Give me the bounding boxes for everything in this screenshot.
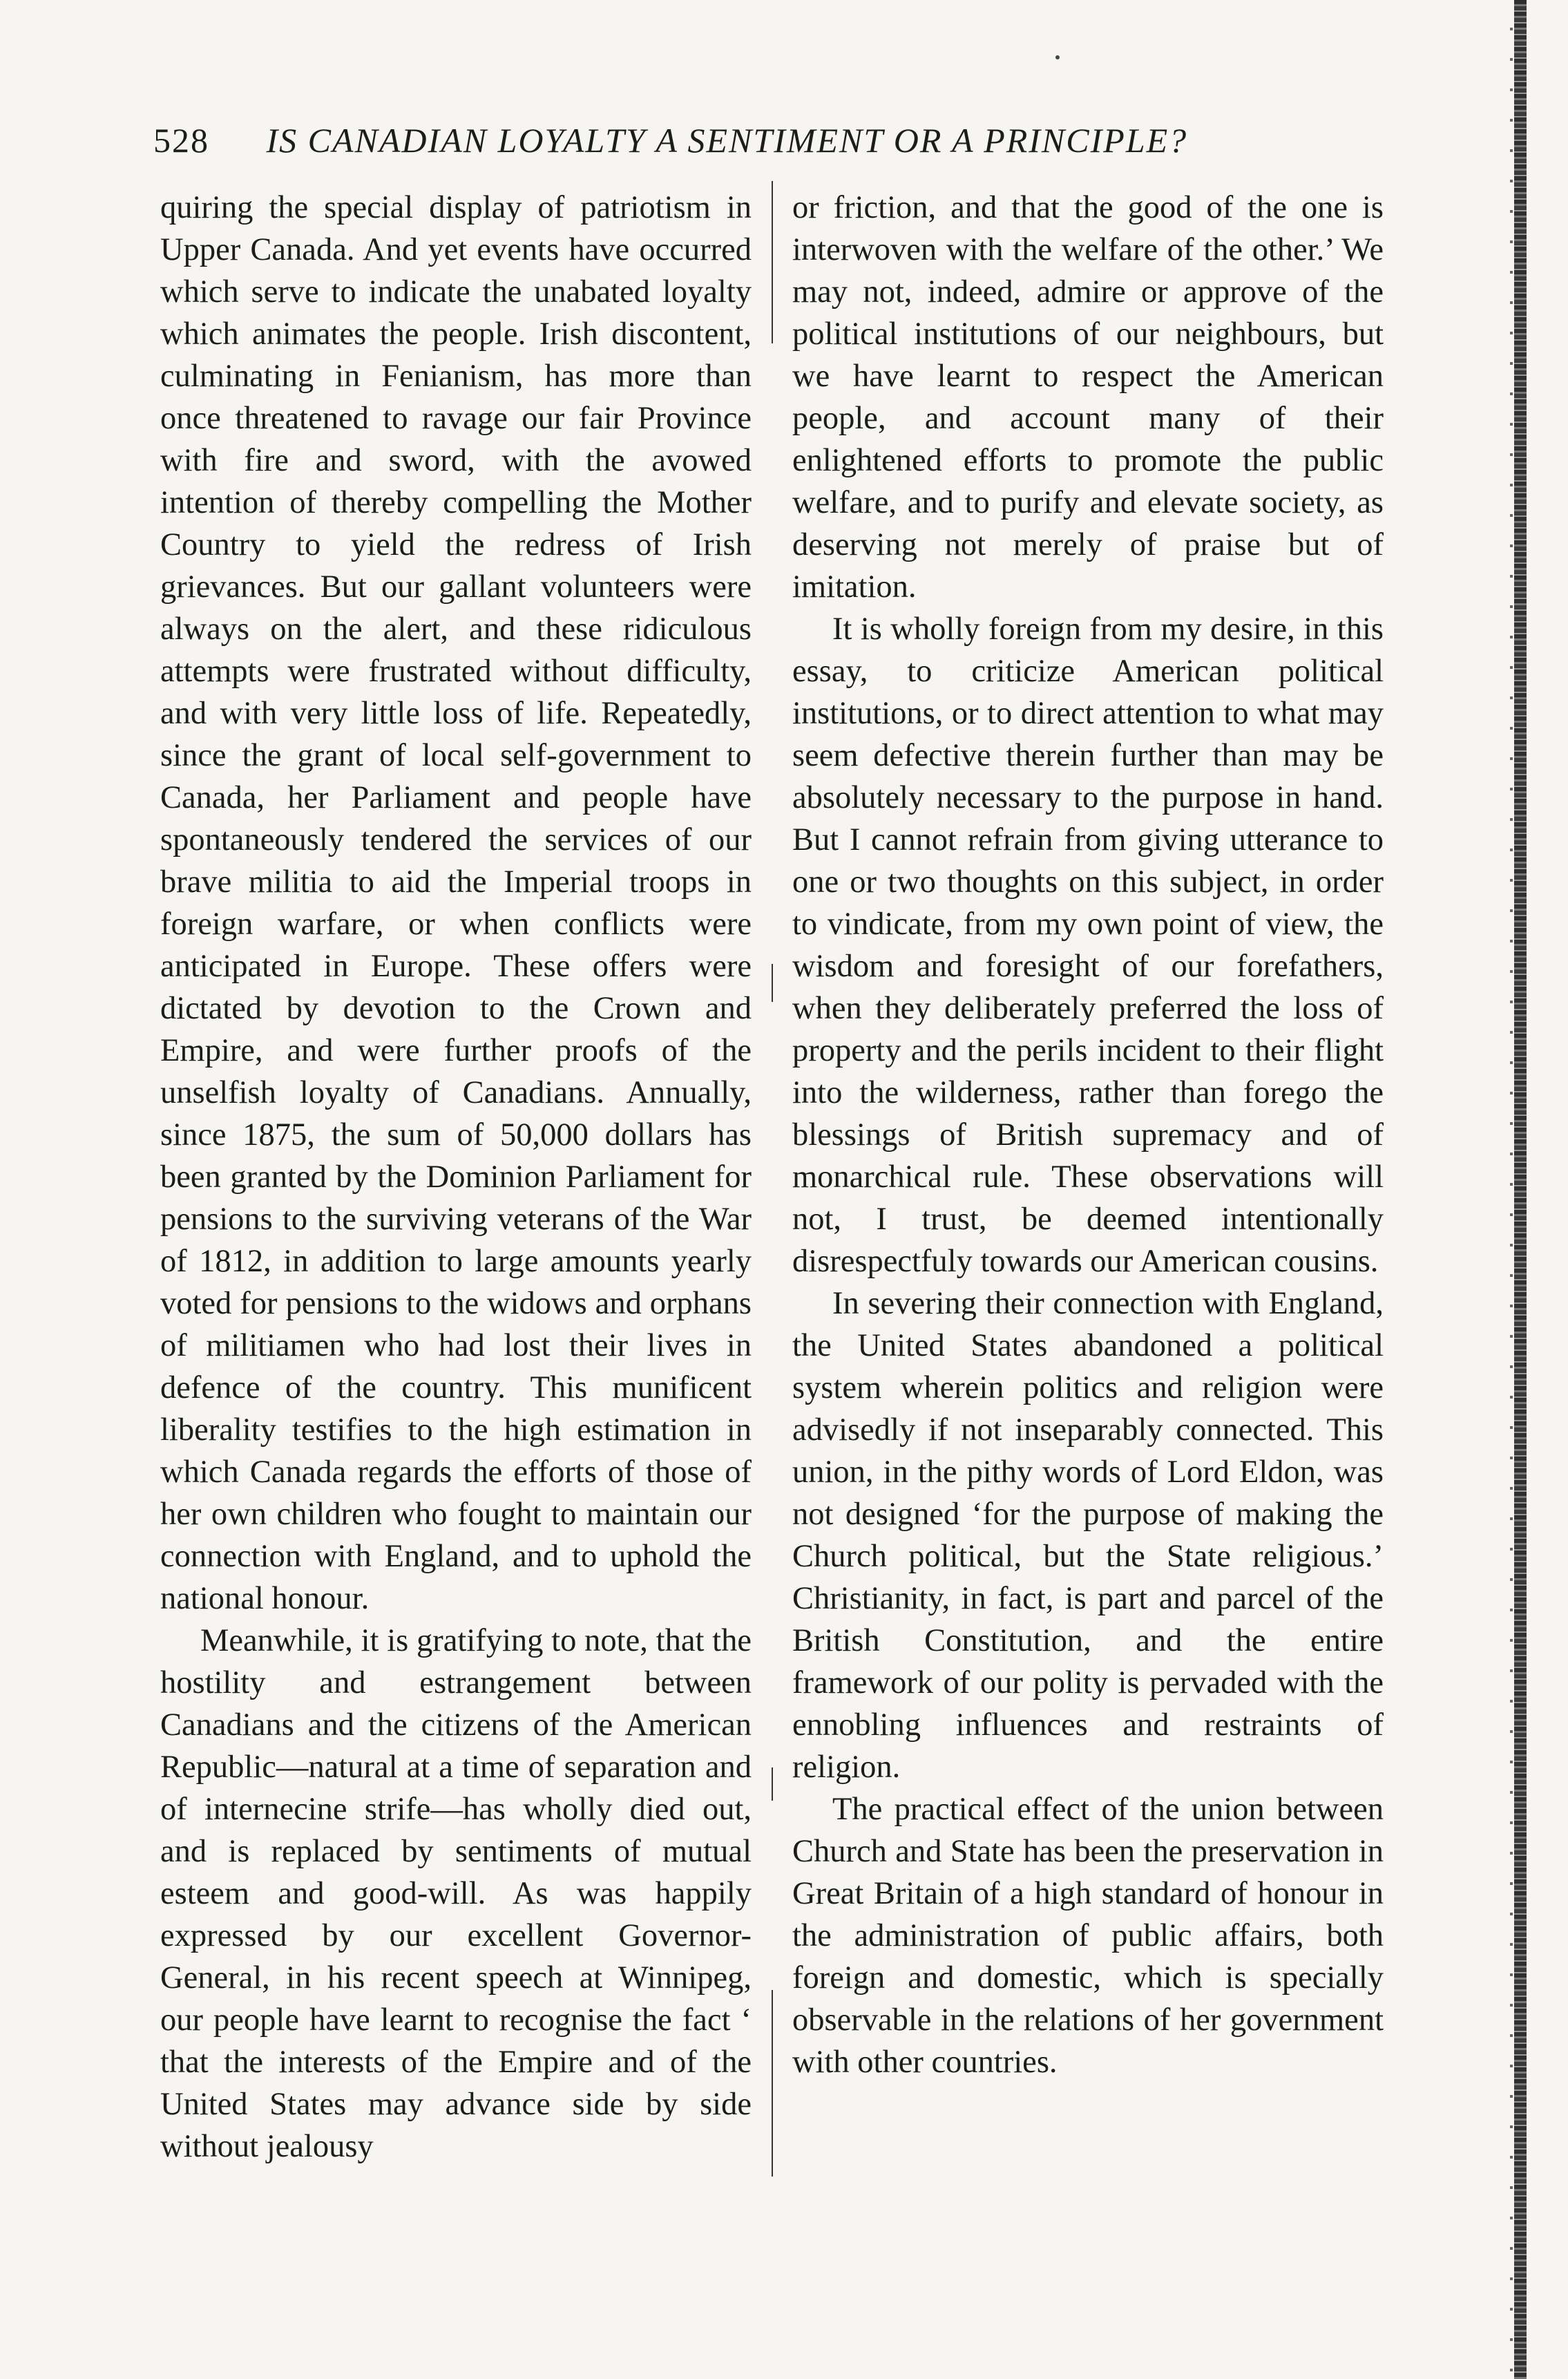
page-number: 528: [153, 121, 209, 160]
left-column: [160, 187, 752, 2168]
column-divider: [772, 1767, 773, 1801]
right-paragraph-3: In severing their connection with England, the United States abandoned a political system wherein politics and religion were advisedly if not inseparably connected. This union, in the pithy words of Lord Eldon, was not designed ‘for the purpose of making the Church political, but the State religious.’ Christianity, in fact, is part and parcel of the British Constitution, and the entire framework of our polity is pervaded with the ennobling influences and restraints of religion.: [792, 1286, 1384, 1785]
speck-mark: [1055, 55, 1060, 59]
page-header: [153, 116, 1521, 164]
right-paragraph-1: or friction, and that the good of the one is interwoven with the welfare of the other.’ We may not, indeed, admire or approve of the political institutions of our neighbours, but we have learnt to respect the American people, and account many of their enlightened efforts to promote the public welfare, and to purify and elevate society, as deserving not merely of praise but of imitation.: [792, 190, 1384, 605]
column-divider: [772, 964, 773, 1002]
running-title: IS CANADIAN LOYALTY A SENTIMENT OR A PRINCIPLE?: [266, 121, 1188, 160]
left-paragraph-2: Meanwhile, it is gratifying to note, that the hostility and estrangement between Canadians and the citizens of the American Republic—natural at a time of separation and of internecine strife—has wholly died out, and is replaced by sentiments of mutual esteem and good-will. As was happily expressed by our excellent Governor-General, in his recent speech at Winnipeg, our people have learnt to recognise the fact ‘ that the interests of the Empire and of the United States may advance side by side without jealousy: [160, 1623, 752, 2164]
right-paragraph-2: It is wholly foreign from my desire, in this essay, to criticize American political institutions, or to direct attention to what may seem defective therein further than may be absolutely necessary to the purpose in hand. But I cannot refrain from giving utterance to one or two thoughts on this subject, in order to vindicate, from my own point of view, the wisdom and foresight of our forefathers, when they deliberately preferred the loss of property and the perils incident to their flight into the wilderness, rather than forego the blessings of British supremacy and of monarchical rule. These observations will not, I trust, be deemed intentionally disrespectfuly towards our American cousins.: [792, 612, 1384, 1279]
left-paragraph-1: quiring the special display of patriotism in Upper Canada. And yet events have occurred which serve to indicate the unabated loyalty which animates the people. Irish discontent, culminating in Fenianism, has more than once threatened to ravage our fair Province with fire and sword, with the avowed intention of thereby compelling the Mother Country to yield the redress of Irish grievances. But our gallant volunteers were always on the alert, and these ridiculous attempts were frustrated without difficulty, and with very little loss of life. Repeatedly, since the grant of local self-government to Canada, her Parliament and people have spontaneously tendered the services of our brave militia to aid the Imperial troops in foreign warfare, or when conflicts were anticipated in Europe. These offers were dictated by devotion to the Crown and Empire, and were further proofs of the unselfish loyalty of Canadians. Annually, since 1875, the sum of 50,000 dollars has been granted by the Dominion Parliament for pensions to the surviving veterans of the War of 1812, in addition to large amounts yearly voted for pensions to the widows and orphans of militiamen who had lost their lives in defence of the country. This munificent liberality testifies to the high estimation in which Canada regards the efforts of those of her own children who fought to maintain our connection with England, and to uphold the national honour.: [160, 190, 752, 1616]
right-column: [792, 187, 1384, 2083]
column-divider: [772, 1990, 773, 2177]
right-paragraph-4: The practical effect of the union between Church and State has been the preservation in Great Britain of a high standard of honour in the administration of public affairs, both foreign and domestic, which is specially observable in the relations of her government with other countries.: [792, 1792, 1384, 2080]
column-divider: [772, 181, 773, 343]
scan-edge-border: [1514, 0, 1527, 2379]
